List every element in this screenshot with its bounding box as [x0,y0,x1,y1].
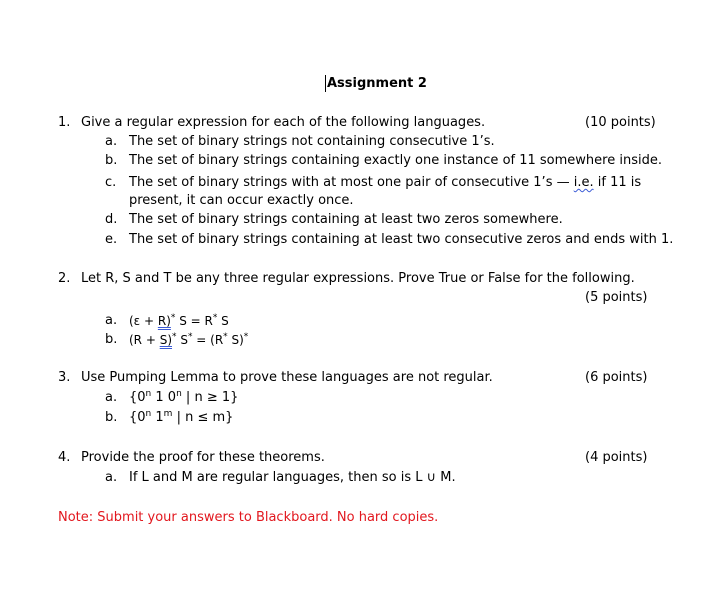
q3-b-letter: b. [105,410,118,425]
q1-text: Give a regular expression for each of the following languages. [81,115,486,130]
page-title: Assignment 2 [327,76,427,91]
q3-text: Use Pumping Lemma to prove these languages are not regular. [81,370,493,385]
q2-a-letter: a. [105,313,118,328]
q1-c-text-pre: The set of binary strings with at most one pair of consecutive 1’s — [129,175,574,190]
q2-number: 2. [58,271,71,286]
q4-a-text: If L and M are regular languages, then so is L ∪ M. [129,470,456,485]
q1-points: (10 points) [585,115,656,130]
q1-d-text: The set of binary strings containing at least two zeros somewhere. [129,212,563,227]
q1-c-text [129,175,641,191]
q3-b-expr: {0$^n$ 1$^m$ | n ≤ m} [129,409,234,425]
grammar-flag: R) [157,314,171,328]
q2-b-letter: b. [105,332,118,347]
q3-points: (6 points) [585,370,648,385]
submission-note: Note: Submit your answers to Blackboard. No hard copies. [58,510,439,525]
q3-number: 3. [58,370,71,385]
q1-c-letter: c. [105,175,117,190]
q1-a-text: The set of binary strings not containing consecutive 1’s. [129,134,495,149]
q1-c-text-post: if 11 is [593,175,642,190]
q4-points: (4 points) [585,450,648,465]
q4-number: 4. [58,450,71,465]
q2-b-expr: (R + S)* S* = (R* S)* [129,332,249,347]
q2-points: (5 points) [585,290,648,305]
q1-b-letter: b. [105,153,118,168]
q1-c-text-continued: present, it can occur exactly once. [129,193,354,208]
q3-a-expr: {0$^n$ 1 0$^n$ | n ≥ 1} [129,389,239,405]
q1-b-text: The set of binary strings containing exactly one instance of 11 somewhere inside. [129,153,662,168]
q2-text: Let R, S and T be any three regular expressions. Prove True or False for the following. [81,271,635,286]
q1-e-letter: e. [105,232,118,247]
grammar-flag: S) [159,333,173,347]
ie-abbrev: i.e. [573,175,594,190]
q1-a-letter: a. [105,134,118,149]
q4-a-letter: a. [105,470,118,485]
q2-a-expr: (ε + R)* S = R* S [129,313,229,328]
text-cursor [325,75,326,92]
q4-text: Provide the proof for these theorems. [81,450,325,465]
q1-d-letter: d. [105,212,118,227]
q3-a-letter: a. [105,390,118,405]
q1-number: 1. [58,115,71,130]
q1-e-text: The set of binary strings containing at least two consecutive zeros and ends with 1. [129,232,674,247]
